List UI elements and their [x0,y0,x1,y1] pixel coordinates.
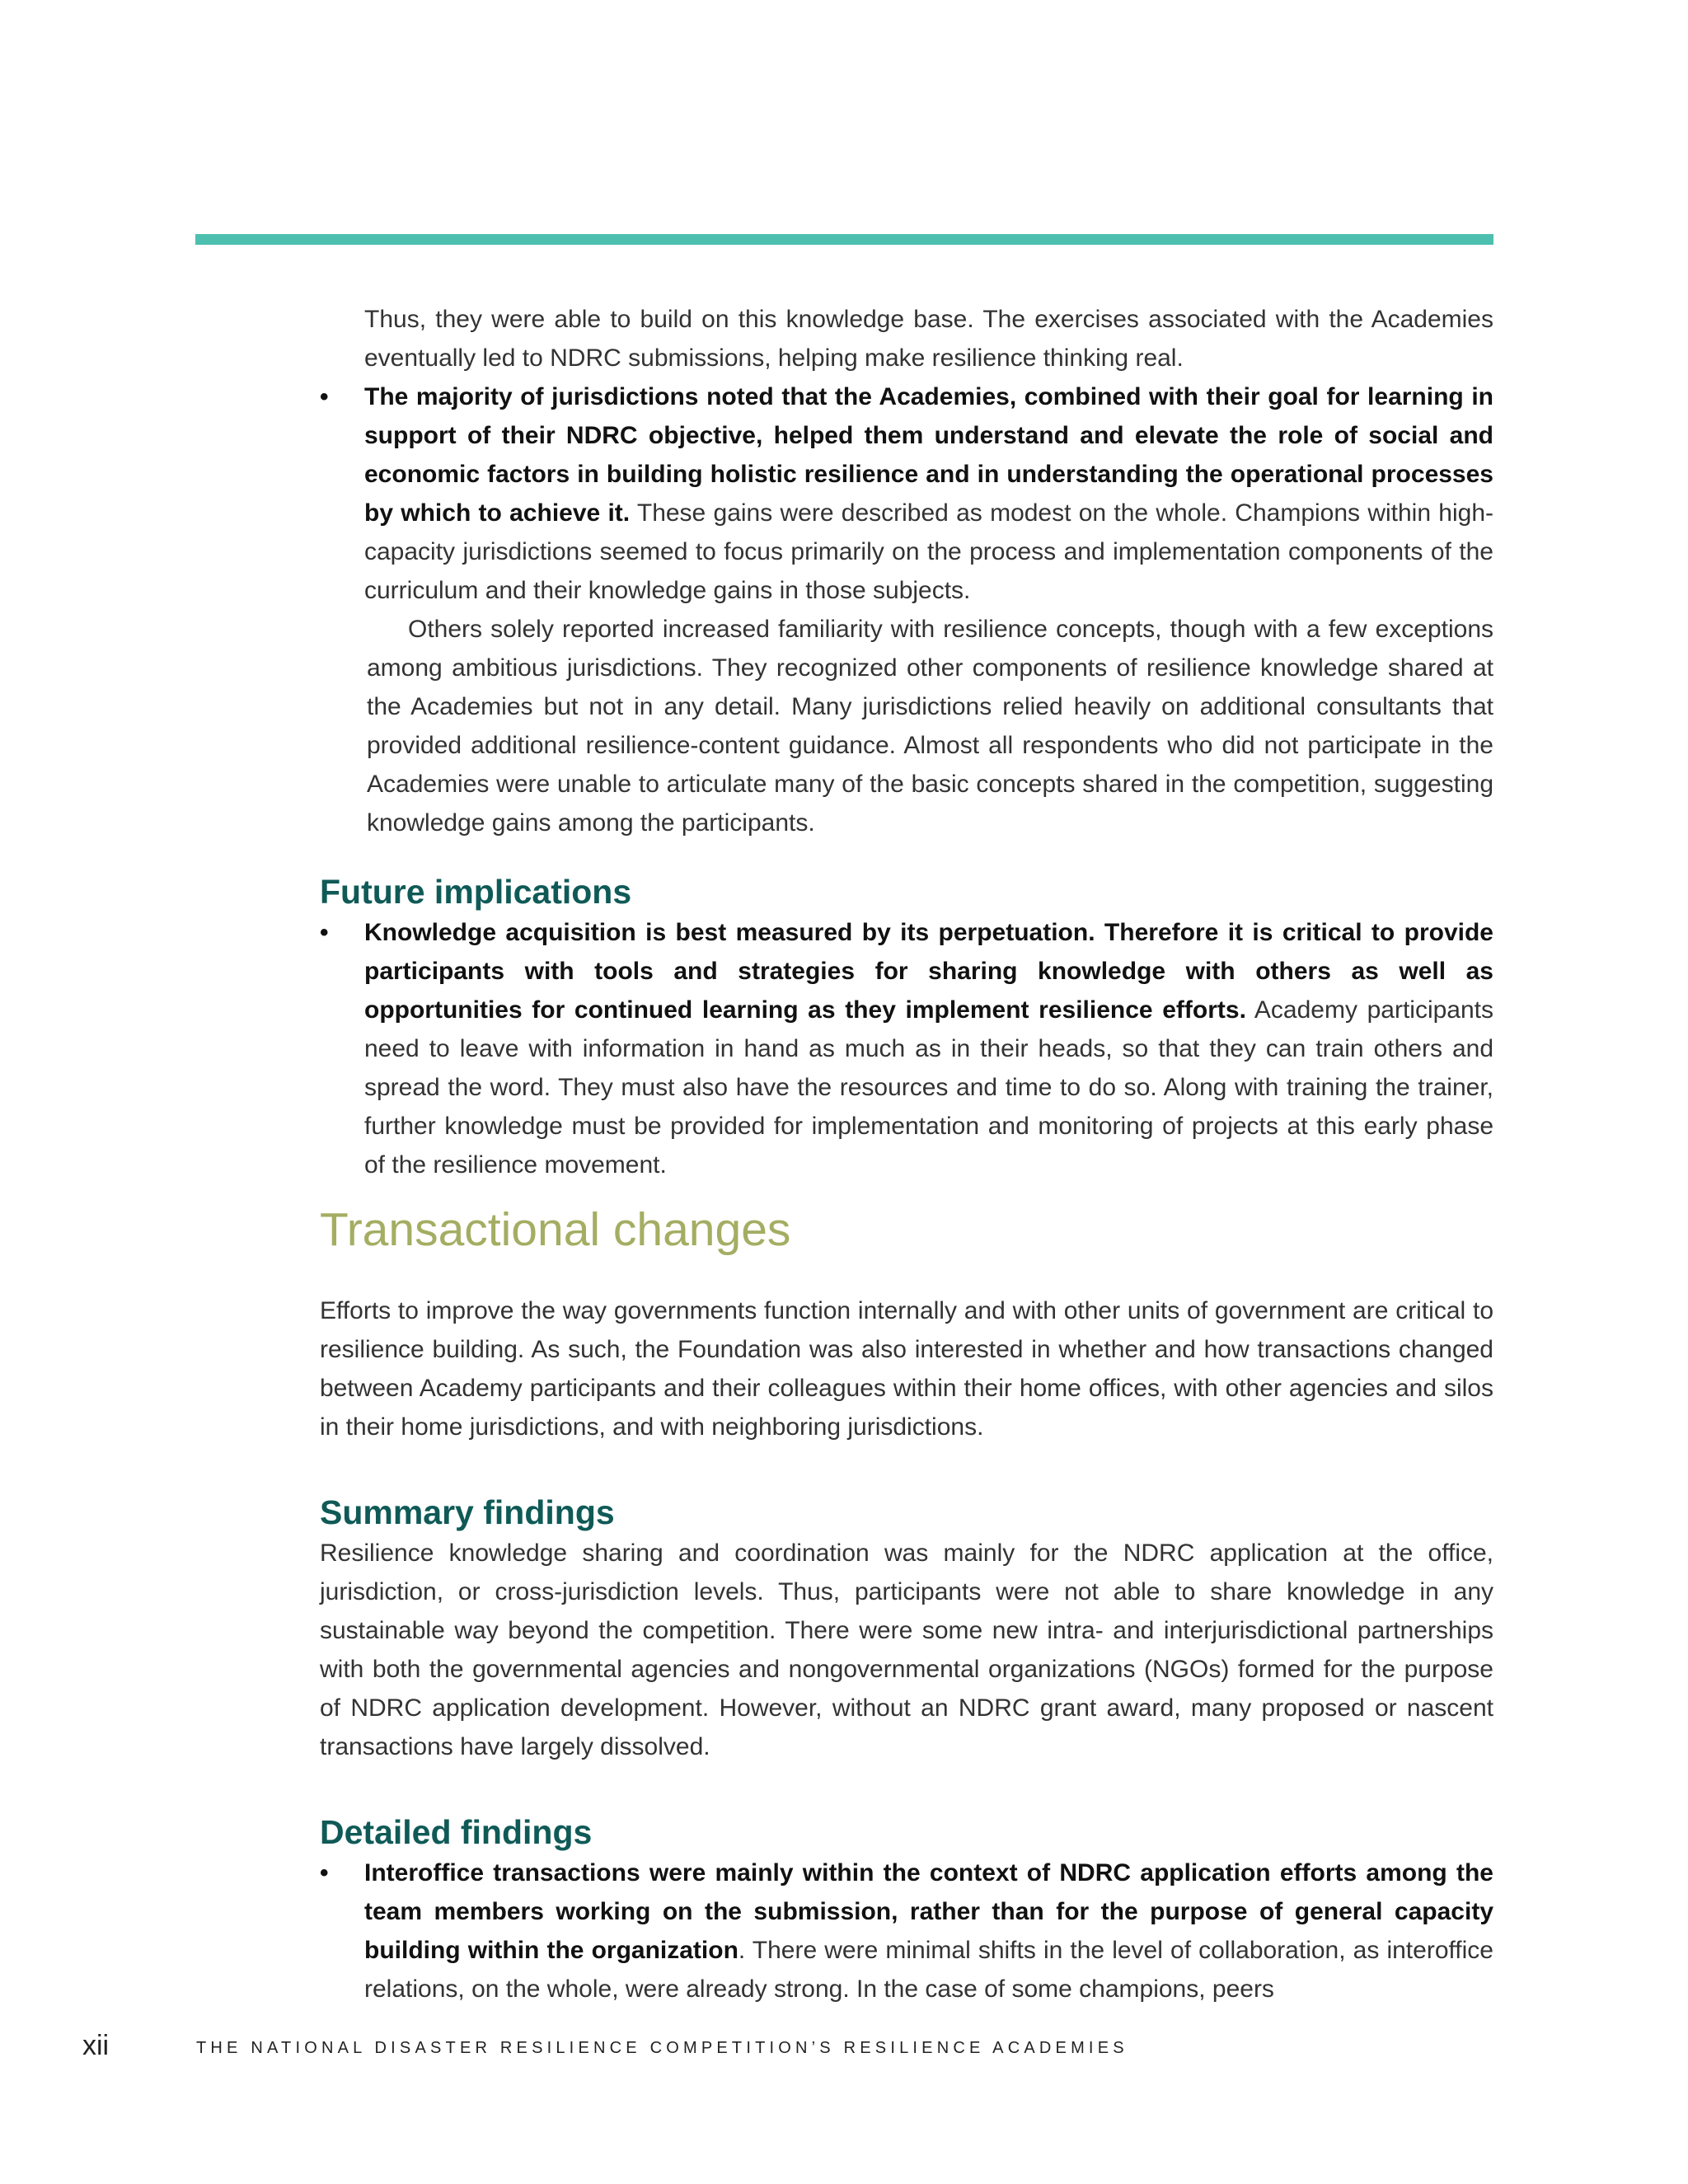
bullet-icon: • [320,1859,329,1886]
bullet-knowledge-acquisition [320,913,1493,1184]
bullet-body-text: . There were minimal shifts in the level of collaboration, as interoffice relations, on the whole, were already strong. In the case of some champions, peers [364,1937,1493,2003]
bullet-bold-text: The majority of jurisdictions noted that the Academies, combined with their goal for learning in support of their NDRC objective, helped them understand and elevate the role of social and economic factors in building holistic resilience and in understanding the operational processes by which to achieve it. [364,383,1493,527]
bullet-icon: • [320,919,329,946]
future-implications-heading: Future implications [320,873,632,911]
bullet-body-text: Academy participants need to leave with information in hand as much as in their heads, so that they can train others and spread the word. They must also have the resources and time to do so. Along with training the trainer, further knowledge must be provided for implementation and monitoring of projects at this early phase of the resilience movement. [364,996,1494,1179]
continuation-text: Thus, they were able to build on this knowledge base. The exercises associated with the Academies eventually led to NDRC submissions, helping make resilience thinking real. [364,306,1493,372]
bullet-interoffice-transactions [320,1854,1493,2008]
transactional-intro-paragraph: Efforts to improve the way governments function internally and with other units of government are critical to resilience building. As such, the Foundation was also interested in whether and how transactions changed between Academy participants and their colleagues within their home offices, with other agencies and silos in their home jurisdictions, and with neighboring jurisdictions. [320,1297,1493,1441]
bullet-bold-text: Interoffice transactions were mainly within the context of NDRC application efforts among the team members working on the submission, rather than for the purpose of general capacity building within the organization [364,1859,1493,1964]
page-number: xii [82,2030,110,2061]
transactional-changes-heading: Transactional changes [320,1203,791,1256]
page-content [320,300,1493,2008]
bullet-bold-text: Knowledge acquisition is best measured by its perpetuation. Therefore it is critical to provide participants with tools and strategies for sharing knowledge with others as well as opportunities for continued learning as they implement resilience efforts. [364,919,1493,1024]
continuation-paragraph [320,300,1493,377]
running-title: THE NATIONAL DISASTER RESILIENCE COMPETITION’S RESILIENCE ACADEMIES [196,2039,1128,2057]
summary-findings-paragraph: Resilience knowledge sharing and coordination was mainly for the NDRC application at the office, jurisdiction, or cross-jurisdiction levels. Thus, participants were not able to share knowledge in any sustainable way beyond the competition. There were some new intra- and interjurisdictional partnerships with both the governmental agencies and nongovernmental organizations (NGOs) formed for the purpose of NDRC application development. However, without an NDRC grant award, many proposed or nascent transactions have largely dissolved. [320,1540,1493,1760]
top-accent-rule [195,234,1493,245]
bullet-paragraph [364,913,1493,1184]
bullet-body-text: These gains were described as modest on the whole. Champions within high-capacity jurisdictions seemed to focus primarily on the process and implementation components of the curriculum and their knowledge gains in those subjects. [364,499,1493,604]
detailed-findings-heading: Detailed findings [320,1813,593,1851]
bullet-paragraph [364,1854,1493,2008]
others-paragraph: Others solely reported increased familiarity with resilience concepts, though with a few exceptions among ambitious jurisdictions. They recognized other components of resilience knowledge shared at the Academies but not in any detail. Many jurisdictions relied heavily on additional consultants that provided additional resilience-content guidance. Almost all respondents who did not participate in the Academies were unable to articulate many of the basic concepts shared in the competition, suggesting knowledge gains among the participants. [367,616,1493,837]
summary-findings-heading: Summary findings [320,1493,615,1531]
bullet-icon: • [320,383,329,410]
others-paragraph-block [320,610,1493,842]
bullet-paragraph [364,377,1493,610]
bullet-majority-jurisdictions [320,377,1493,610]
